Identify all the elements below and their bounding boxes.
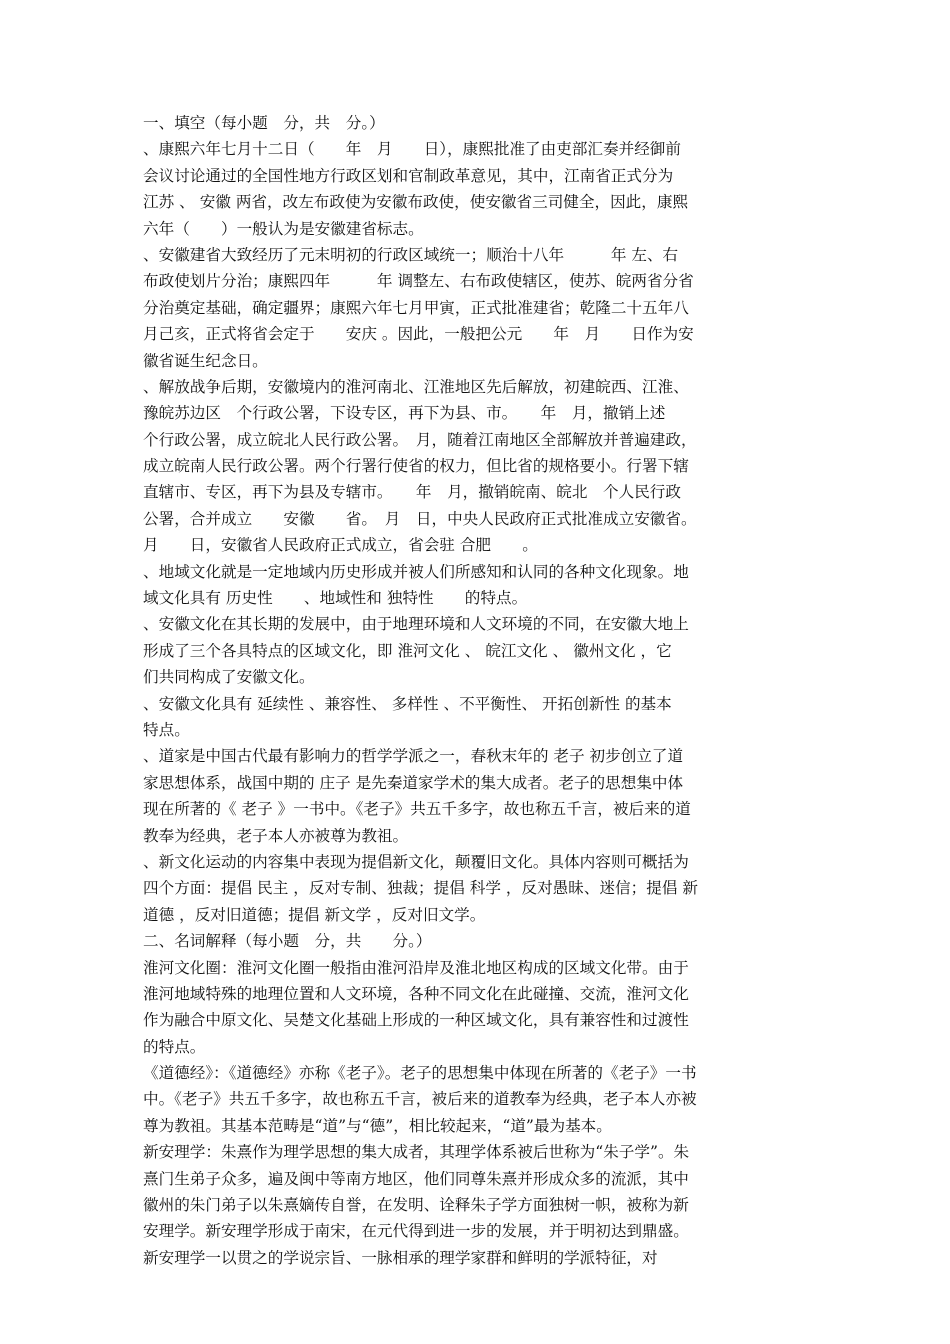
text-line: 现在所著的《 老子 》一书中。《老子》共五千多字，故也称五千言，被后来的道 <box>143 800 691 819</box>
text-line: 的特点。 <box>143 1037 206 1056</box>
text-line: 淮河地域特殊的地理位置和人文环境，各种不同文化在此碰撞、交流，淮河文化 <box>143 984 689 1003</box>
text-line: 直辖市、专区，再下为县及专辖市。 年 月，撤销皖南、皖北 个人民行政 <box>143 483 681 502</box>
text-line: 域文化具有 历史性 、地域性和 独特性 的特点。 <box>143 589 528 608</box>
text-line: 公署，合并成立 安徽 省。 月 日，中央人民政府正式批准成立安徽省。 <box>143 509 697 528</box>
text-line: 家思想体系，战国中期的 庄子 是先秦道家学术的集大成者。老子的思想集中体 <box>143 773 684 792</box>
text-line: 六年（ ）一般认为是安徽建省标志。 <box>143 219 424 238</box>
text-line: 熹门生弟子众多，遍及闽中等南方地区，他们同尊朱熹并形成众多的流派，其中 <box>143 1169 689 1188</box>
text-line: 月己亥，正式将省会定于 安庆 。因此，一般把公元 年 月 日作为安 <box>143 325 694 344</box>
text-line: 分治奠定基础，确定疆界；康熙六年七月甲寅，正式批准建省；乾隆二十五年八 <box>143 298 689 317</box>
document-body <box>143 110 818 1271</box>
text-line: 布政使划片分治；康熙四年 年 调整左、右布政使辖区，使苏、皖两省分省 <box>143 272 694 291</box>
text-line: 四个方面：提倡 民主 ，反对专制、独裁；提倡 科学 ，反对愚昧、迷信；提倡 新 <box>143 879 698 898</box>
text-line: 个行政公署，成立皖北人民行政公署。 月，随着江南地区全部解放并普遍建政， <box>143 430 697 449</box>
text-line: 特点。 <box>143 720 190 739</box>
text-line: 作为融合中原文化、吴楚文化基础上形成的一种区域文化，具有兼容性和过渡性 <box>143 1011 689 1030</box>
text-line: 二、名词解释（每小题 分，共 分。） <box>143 932 432 951</box>
text-line: 安理学。新安理学形成于南宋，在元代得到进一步的发展，并于明初达到鼎盛。 <box>143 1222 689 1241</box>
text-line: 、安徽文化在其长期的发展中，由于地理环境和人文环境的不同，在安徽大地上 <box>143 615 689 634</box>
text-line: 《道德经》：《道德经》亦称《老子》。老子的思想集中体现在所著的《老子》一书 <box>143 1064 697 1083</box>
text-line: 徽省诞生纪念日。 <box>143 351 268 370</box>
text-line: 一、填空（每小题 分，共 分。） <box>143 114 385 132</box>
text-line: 新安理学：朱熹作为理学思想的集大成者，其理学体系被后世称为“朱子学”。朱 <box>143 1143 690 1162</box>
text-line: 、新文化运动的内容集中表现为提倡新文化，颠覆旧文化。具体内容则可概括为 <box>143 852 689 871</box>
text-line: 道德 ，反对旧道德；提倡 新文学 ，反对旧文学。 <box>143 905 486 924</box>
text-line: 教奉为经典，老子本人亦被尊为教祖。 <box>143 826 409 845</box>
text-line: 成立皖南人民行政公署。两个行署行使省的权力，但比省的规格要小。行署下辖 <box>143 457 689 476</box>
text-line: 形成了三个各具特点的区域文化，即 淮河文化 、 皖江文化 、 徽州文化 ，它 <box>143 641 672 660</box>
text-line: 月 日，安徽省人民政府正式成立，省会驻 合肥 。 <box>143 536 538 555</box>
text-line: 尊为教祖。其基本范畴是“道”与“德”，相比较起来，“道”最为基本。 <box>143 1116 612 1135</box>
text-line: 、道家是中国古代最有影响力的哲学学派之一，春秋末年的 老子 初步创立了道 <box>143 747 684 766</box>
text-line: 、解放战争后期，安徽境内的淮河南北、江淮地区先后解放，初建皖西、江淮、 <box>143 377 689 396</box>
text-line: 、地域文化就是一定地域内历史形成并被人们所感知和认同的各种文化现象。地 <box>143 562 689 581</box>
text-line: 淮河文化圈：淮河文化圈一般指由淮河沿岸及淮北地区构成的区域文化带。由于 <box>143 958 689 977</box>
text-line: 中。《老子》共五千多字，故也称五千言，被后来的道教奉为经典，老子本人亦被 <box>143 1090 697 1109</box>
text-line: 豫皖苏边区 个行政公署，下设专区，再下为县、市。 年 月，撤销上述 <box>143 404 666 423</box>
text-line: 会议讨论通过的全国性地方行政区划和官制政革意见，其中，江南省正式分为 <box>143 166 674 185</box>
text-line: 新安理学一以贯之的学说宗旨、一脉相承的理学家群和鲜明的学派特征，对 <box>143 1248 658 1267</box>
text-line: 、康熙六年七月十二日（ 年 月 日），康熙批准了由吏部汇奏并经御前 <box>143 140 681 159</box>
text-line: 们共同构成了安徽文化。 <box>143 668 315 687</box>
text-line: 、安徽建省大致经历了元末明初的行政区域统一；顺治十八年 年 左、右 <box>143 245 679 264</box>
text-line: 徽州的朱门弟子以朱熹嫡传自誉，在发明、诠释朱子学方面独树一帜，被称为新 <box>143 1196 689 1215</box>
text-line: 江苏 、 安徽 两省，改左布政使为安徽布政使，使安徽省三司健全，因此，康熙 <box>143 193 689 212</box>
text-line: 、安徽文化具有 延续性 、兼容性、 多样性 、不平衡性、 开拓创新性 的基本 <box>143 694 672 713</box>
